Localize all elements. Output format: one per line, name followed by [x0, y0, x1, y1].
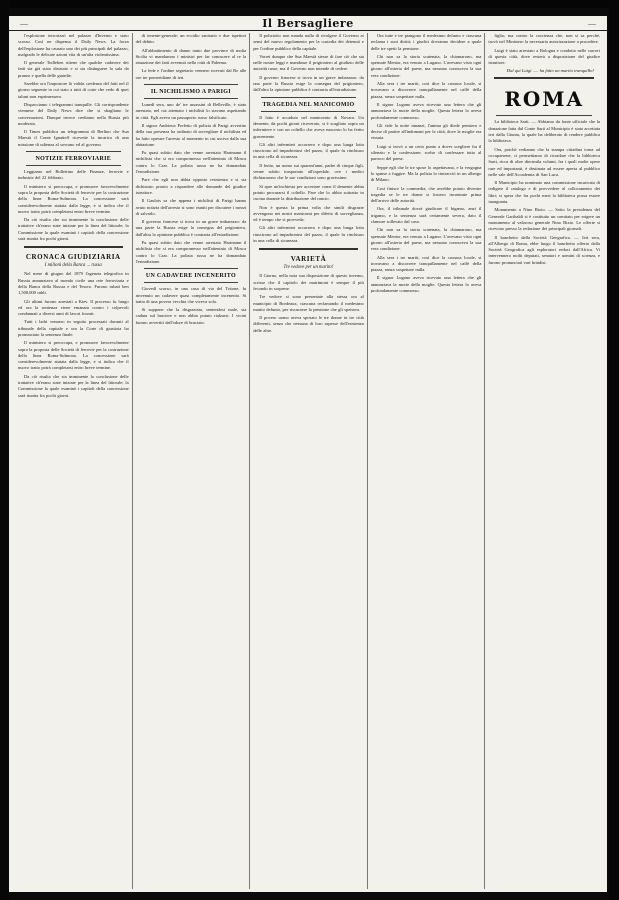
article-paragraph: Fu quasi subito dato che venne arrestato Hartmann il nichilista che si era compromesso nell'attentato di Mosca contro lo Czar. La polizia russa ne ha domandato l'estradizione.: [135, 240, 247, 264]
heading-cronaca-giudiziaria: CRONACA GIUDIZIARIA: [25, 253, 121, 262]
article-paragraph: Seppe egli che le tre spose lo aspettavano, e la vergogna lo spinse a fuggire. Ma la polizia lo rintracciò in un albergo di Milano.: [370, 164, 482, 183]
section-divider: [496, 115, 592, 116]
newspaper-title: Il Bersagliere: [262, 16, 354, 30]
article-paragraph: figlio; ma contro la coscienza che, non si sa perché, trovò nel Ministero la necessaria autorizzazione a procedere.: [488, 33, 600, 45]
column-grid: [15, 33, 603, 889]
subheading-milioni-banca: I milioni della Banca ... russa: [44, 263, 102, 269]
article-paragraph: Il Giorno, nella nota sua disposizione di questo inverno, scrisse che il capitolo dei matrimoni è sempre il più fecondo in sorprese.: [253, 273, 364, 291]
column-3: [250, 33, 368, 889]
article-paragraph: Si suppone che la disgraziata, sentendosi male, sia caduta sul braciere e non abbia potuto rialzarsi. I vicini furono avvertiti dall'odore di bruciato.: [135, 307, 247, 325]
article-paragraph: Il generale Todleben ritiene che qualche cadavere dei fatti sia già stato distrutto e si sia distinguere la sala da pranzo e quella delle guardie.: [18, 60, 129, 78]
article-paragraph: Chi non sa la storia scatenata, la chiamarono, ma spensate Mentor, era venuto a Lugano. L'avevano visto ogni giorno all'osteria del paese, ma nessuno conosceva la sua vera condizione.: [370, 53, 482, 78]
section-divider: [26, 165, 121, 166]
article-paragraph: Alla sera i tre mariti, così dice la cronaca locale, si trovavano a discorrere tranquillamente nel caffè della piazza, senza sospettare nulla.: [370, 81, 482, 99]
article-paragraph: Gli vide la notte innanzi, l'anima gli diede pensiero e decise di partire all'indomani per la città, dove la moglie era vissuta.: [370, 122, 482, 141]
section-divider: [24, 246, 123, 248]
newspaper-page: [9, 16, 607, 892]
section-divider: [144, 98, 239, 99]
article-paragraph: Il povero uomo aveva sposato le tre donne in tre città differenti, senza che nessuna di loro sapesse dell'esistenza delle altre.: [253, 315, 364, 333]
article-paragraph: Gli ultimi furono arrestati a Kiev. Il processo fu lungo ed ora la sentenza viene emanata contro i colpevoli condannati a diversi anni di lavori forzati.: [18, 298, 129, 317]
article-paragraph: All'abbattimento di danno tanto due province di molta Sicilia vi mandarono i ministri per far conoscere al re la situazione dei fatti avvenuti nella città di Palermo.: [135, 47, 247, 66]
article-paragraph: Il governo francese si trova in un grave imbarazzo: da una parte la Russia esige la consegna del prigioniero, dall'altra la opinione pubblica è contraria all'estradizione.: [135, 219, 247, 237]
article-paragraph: Dispacciamo i telegrammi tranquille. Gli corrispondente viennese del Daily News dice che si sbagliano le conversazioni. Dunque invece crediamo nella Russia più moderata.: [18, 101, 129, 126]
heading-manicomio: TRAGEDIA NEL MANICOMIO: [262, 101, 355, 108]
article-paragraph: Alla sera i tre mariti, così dice la cronaca locale, si trovavano a discorrere tranquillamente nel caffè della piazza, senza sospettare nulla.: [370, 254, 482, 273]
article-paragraph: Non è questa la prima volta che simili disgrazie avvengono nei nostri manicomi per difetto di sorveglianza, ed è tempo che si provveda.: [253, 204, 364, 223]
article-paragraph: Lunedì sera, uno de' tre assassini di Belleville, è stato arrestato, nel cui attentato i nichilisti lo stavano aspettando in città. Egli aveva un passaporto russo falsificato.: [135, 102, 247, 120]
article-paragraph: di tenente-generale; un eccidio sanitario e due ispettori del debito.: [135, 33, 247, 45]
section-divider: [261, 111, 356, 112]
article-paragraph: Giovedì scorso, in una casa di via del Tritone, fu rinvenuto un cadavere quasi completamente incenerito. Si tratta di una povera vecchia che viveva sola.: [135, 286, 247, 304]
section-divider: [144, 282, 239, 283]
article-paragraph: Leggiamo nel Bollettino delle Finanze, ferrovie e industrie del 22 febbraio.: [18, 169, 129, 181]
article-paragraph: Fu quasi subito dato che venne arrestato Hartmann il nichilista che si era compromesso nell'attentato di Mosca contro lo Czar. La polizia russa ne ha domandato l'estradizione.: [135, 150, 247, 175]
article-paragraph: Si apre un'inchiesta per accertare come il demente abbia potuto procurarsi il coltello. Pare che lo abbia sottratto in cucina durante la distribuzione del rancio.: [253, 183, 364, 202]
article-paragraph: Il signor Lugano aveva ricevuto una lettera che gli annunziava la morte della moglie. Questa lettera lo aveva profondamente commosso.: [370, 275, 482, 293]
article-paragraph: Il poliziotto non manda nulla di rivolgere il Governo ai sensi del nuovo regolamento per la custodia dei detenuti e per l'ordine pubblico della capitale.: [253, 33, 364, 51]
article-paragraph: l'esplosione terrorizzò nel palazzo d'Inverno e stato scosso. Così ne dispensa il Daily News. La forza dell'esplosione ha causato uno dei più principali del palazzo, malgrado le delicate azioni vita di un'alta violentissima.: [18, 33, 129, 57]
section-divider: [144, 268, 239, 269]
section-divider: [259, 248, 358, 250]
article-paragraph: Il fatto è accaduto nel manicomio di Novara. Un demente, da pochi giorni ricoverato, si è scagliato sopra un infermiere e con un coltello che aveva nascosto lo ha ferito gravemente.: [253, 114, 364, 139]
article-paragraph: Ora tutte e tre piangono il medesimo defunto e ciascuna reclama i suoi diritti; i giudici dovranno decidere a quale delle tre spetti la pensione.: [370, 33, 482, 51]
article-paragraph: Il governo francese si trova in un grave imbarazzo: da una parte la Russia esige la consegna del prigioniero, dall'altra la opinione pubblica è contraria all'estradizione.: [253, 74, 364, 93]
subheading-marito: Tre vedove per un marito!: [283, 265, 334, 271]
article-paragraph: Il signor Andrieux Prefetto di polizia di Parigi avvertito della sua presenza ha ordinato di sorvegliare il nichilista ed ha fatto operare l'arresto al momento in cui usciva dalla sua abitazione.: [135, 122, 247, 147]
article-closing-line: Dal qui Luigi ..... ha fatto un marito tranquillo!: [506, 68, 594, 74]
article-paragraph: Il Gaulois sa che appena i nichilisti di Parigi hanno avuto notizia dell'arresto si sono riuniti per discutere i mezzi di salvarlo.: [135, 198, 247, 216]
article-paragraph: Ora, poichè vedianno che la stampa cittadina torna ad occuparsene, ci permettiamo di ricordare che la biblioteca Sarti, ricca di oltre diecimila volumi, fra i quali molte opere rare ed importanti, è destinata ad essere aperta al pubblico nelle sale dell'Accademia di San Luca.: [488, 146, 600, 177]
column-2: [133, 33, 251, 889]
article-paragraph: Nel mese di giugno del 1879 l'agenzia telegrafica in Russia annunziava al mondo civile una rete ferroviaria e della Banca della Russia e del Tesoro. Furono rubati ben 1,500,000 rubli.: [18, 271, 129, 296]
article-paragraph: Chi non sa la storia scatenata, la chiamarono, ma spensate Mentor, era venuto a Lugano. L'avevano visto ogni giorno all'osteria del paese, ma nessuno conosceva la sua vera condizione.: [370, 227, 482, 252]
article-paragraph: La biblioteca Sarti. — Abbiamo da fonte ufficiale che la donazione fatta dal Conte Sarti al Municipio è stata accettata ieri dalla Giunta, la quale ha deliberato di rendere pubblica la biblioteca.: [488, 119, 600, 144]
scan-border-top: [0, 0, 619, 8]
heading-nichilismo: IL NICHILISMO A PARIGI: [150, 89, 231, 96]
heading-roma: ROMA: [504, 87, 585, 112]
article-paragraph: Il banchetto della Società Geografica. — Ieri sera, all'Albergo di Roma, ebbe luogo il banchetto offerto dalla Società Geografica agli esploratori reduci dall'Africa. Vi intervennero molti deputati, senatori e uomini di scienza, e furono pronunciati vari brindisi.: [488, 234, 600, 265]
article-paragraph: Il ferito, un uomo sui quarant'anni, padre di cinque figli, venne subito trasportato all'ospedale, ove i medici dichiararono che le sue condizioni sono gravissime.: [253, 162, 364, 181]
article-paragraph: Sarebbe ora l'impostore là valida credenza del fatti nel il giorno seguente in cui stato a tutti di corte che vedo di quei taluni non esprimessero.: [18, 81, 129, 99]
masthead: [9, 16, 607, 31]
heading-cadavere: UN CADAVERE INCENERITO: [145, 273, 236, 280]
article-paragraph: Luigi è stato arrestato a Bologna e condotto nelle carceri di questa città, dove resterà a disposizione del giudice istruttore.: [488, 47, 600, 66]
article-paragraph: Così finisce la commedia, che avrebbe potuto divenire tragedia se le tre donne si fossero incontrate prima dell'arrivo delle autorità.: [370, 185, 482, 204]
heading-varieta: VARIETÀ: [290, 255, 327, 264]
article-paragraph: Il signor Lugano aveva ricevuto una lettera che gli annunziava la morte della moglie. Questa lettera lo aveva profondamente commosso.: [370, 101, 482, 120]
section-divider: [144, 84, 239, 85]
article-paragraph: Il Times pubblica un telegramma di Berlino che Sua Maestà il Conte Ignatieff ricevette la incarico di una missione di udienza al sovrano ed al governo.: [18, 129, 129, 147]
column-5: [485, 33, 603, 889]
article-paragraph: Il ministero si preoccupa, e promuove favorevolmente sopra la proposta delle Società di ferrovie per la costruzione della linea Roma-Sulmona. La concessione sarà considerevolmente aiutata dalla legge, e si indica che il nuovo tratto potrà completarsi entro breve termine.: [18, 183, 129, 214]
article-paragraph: Il ministero si preoccupa, e promuove favorevolmente sopra la proposta delle Società di ferrovie per la costruzione della linea Roma-Sulmona. La concessione sarà considerevolmente aiutata dalla legge, e si indica che il nuovo tratto potrà completarsi entro breve termine.: [18, 340, 129, 371]
article-paragraph: Da ciò risulta che sia imminente la conclusione delle trattative ch'erano state iniziate per la linea del littorale; la Commissione la quale esaminò i capitoli della concessione sarà riunita fra pochi giorni.: [18, 373, 129, 398]
page-marker-right: —: [587, 18, 596, 28]
section-divider: [261, 97, 356, 98]
article-paragraph: Luigi si trovò a un certo punto a dover scegliere fra il silenzio e la confessione; scelse di confessare tutto al parroco del paese.: [370, 143, 482, 162]
article-paragraph: Pare che egli non abbia opposto resistenza e si sia dichiarato pronto a rispondere alle domande del giudice istruttore.: [135, 177, 247, 195]
column-4: [368, 33, 486, 889]
scan-border-left: [0, 0, 9, 900]
article-paragraph: Gli altri infermieri accorsero e dopo una lunga lotta riuscirono ad impadronirsi del pazzo, il quale fu rinchiuso in una cella di sicurezza.: [253, 225, 364, 244]
column-1: [15, 33, 133, 889]
article-paragraph: Tre vedove si sono presentate alla stessa ora al municipio di Bordeaux, ciascuna reclamando il medesimo marito defunto, per riscuotere la pensione che gli spettava.: [253, 294, 364, 312]
article-paragraph: Tutti i ladri vennero in seguito processati davanti al tribunale della capitale e ora la Corte di giustizia ha pronunciato la sentenza finale.: [18, 319, 129, 337]
section-divider: [494, 77, 594, 79]
article-paragraph: Ora, il tribunale dovrà giudicare il bigamo, anzi il trigamo, e la sentenza sarà certamente severa, dato il clamore sollevato dal caso.: [370, 206, 482, 225]
article-paragraph: Da ciò risulta che sia imminente la conclusione delle trattative ch'erano state iniziate per la linea del littorale; la Commissione la quale esaminò i capitoli della concessione sarà riunita fra pochi giorni.: [18, 217, 129, 242]
article-paragraph: Monumento a Nino Bixio. — Sotto la presidenza del Generale Garibaldi si è costituito un comitato per erigere un monumento al valoroso generale Nino Bixio. Le offerte si ricevono presso la redazione dei principali giornali.: [488, 207, 600, 232]
page-marker-left: —: [20, 18, 28, 28]
scan-border-right: [609, 0, 619, 900]
heading-notizie-ferroviarie: NOTIZIE FERROVIARIE: [35, 156, 112, 163]
article-paragraph: La fede e l'ordine segretario vennero ricevuti dal Re alle ore tre pomeridiane di ieri.: [135, 68, 247, 80]
article-paragraph: Gli altri infermieri accorsero e dopo una lunga lotta riuscirono ad impadronirsi del pazzo, il quale fu rinchiuso in una cella di sicurezza.: [253, 141, 364, 160]
section-divider: [26, 151, 121, 152]
article-paragraph: Vorrei dunque che Sua Maestà stesse di fare ciò che sta nelle nostre leggi e mandasse il prigioniero al giudizio delle autorità russe, ma il Governo non intende di cedere.: [253, 53, 364, 72]
article-paragraph: Il Municipio ha nominato una commissione incaricata di redigere il catalogo e di provvedere al collocamento dei libri; si spera che fra pochi mesi la biblioteca possa essere inaugurata.: [488, 180, 600, 205]
